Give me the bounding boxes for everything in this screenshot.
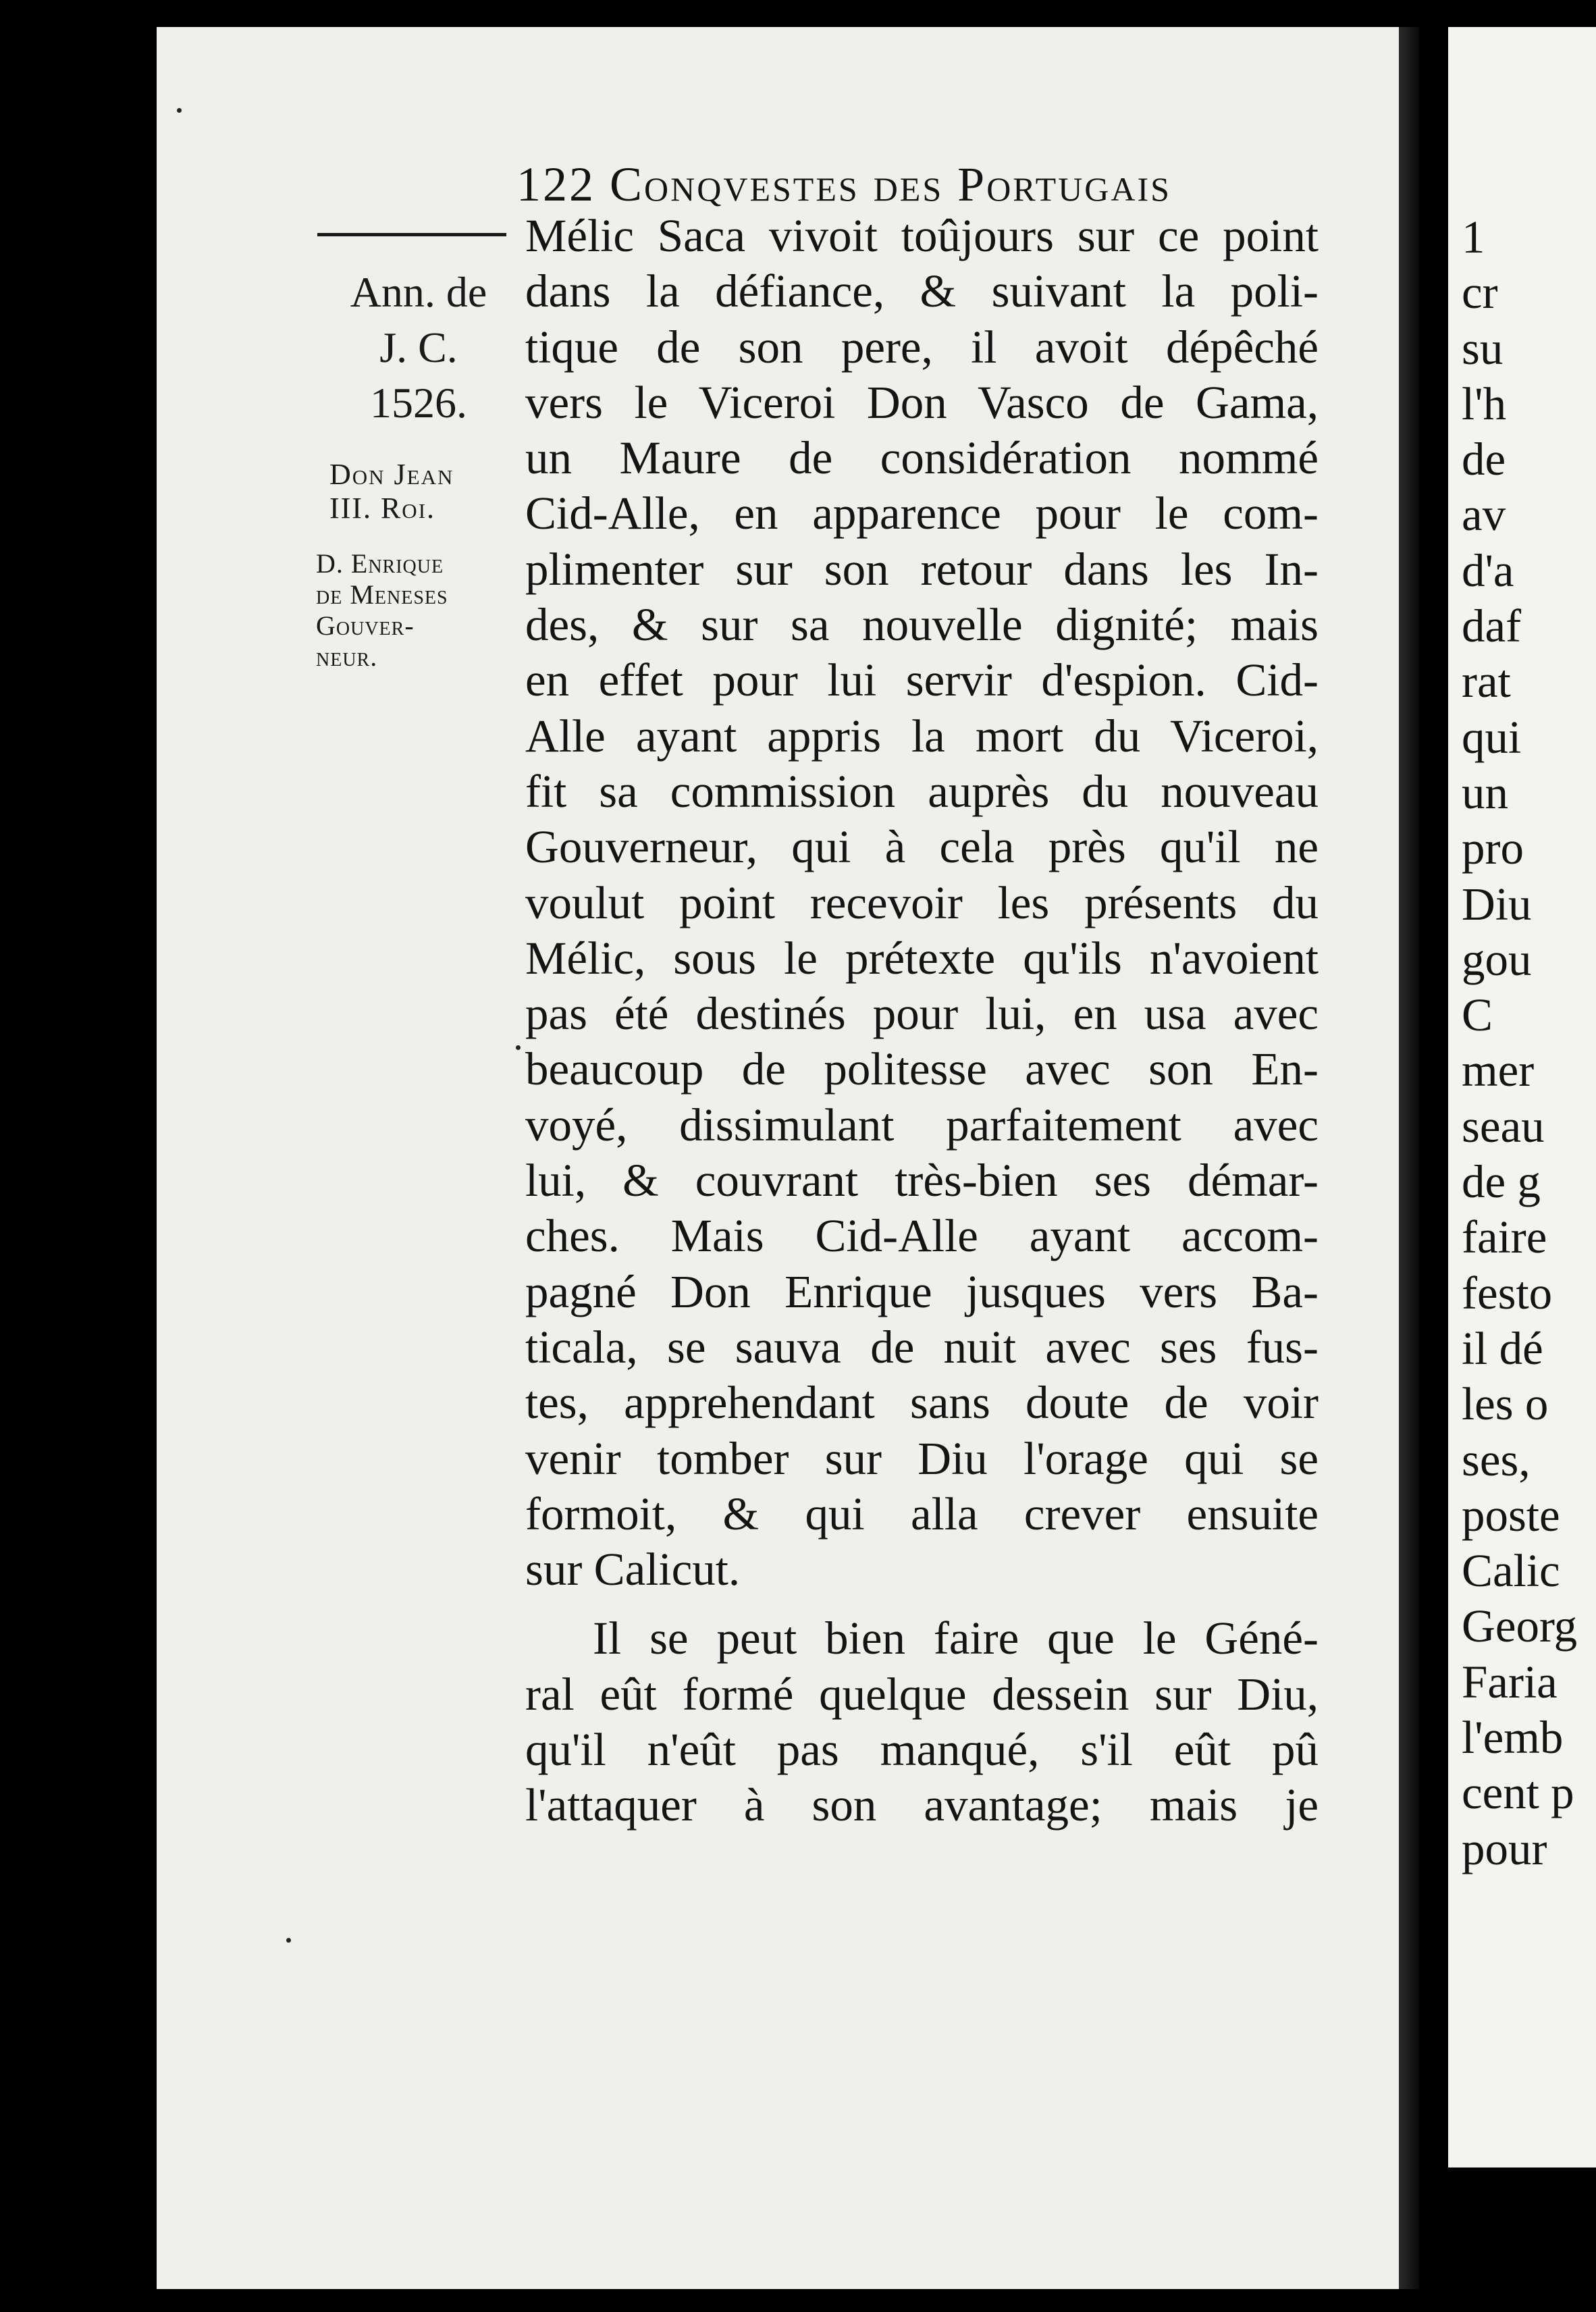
facing-text-line: Calic	[1462, 1545, 1560, 1597]
text-line: voyé, dissimulant parfaitement avec	[525, 1099, 1319, 1151]
body-text	[525, 208, 1319, 1833]
text-line: vers le Viceroi Don Vasco de Gama,	[525, 376, 1319, 428]
text-line: formoit, & qui alla crever ensuite	[525, 1488, 1319, 1540]
margin-note-king	[329, 458, 518, 525]
facing-text-line: 1	[1462, 211, 1485, 263]
text-line: pagné Don Enrique jusques vers Ba-	[525, 1265, 1319, 1317]
text-line: l'attaquer à son avantage; mais je	[525, 1779, 1319, 1831]
margin-note-line: J. C.	[379, 323, 458, 371]
margin-note-line: 1526.	[370, 379, 467, 427]
text-line: en effet pour lui servir d'espion. Cid-	[525, 654, 1319, 706]
text-line: ticala, se sauva de nuit avec ses fus-	[525, 1321, 1319, 1373]
facing-text-line: d'a	[1462, 544, 1514, 596]
print-speck	[177, 108, 182, 113]
facing-text-line: daf	[1462, 600, 1522, 652]
facing-text-line: Faria	[1462, 1656, 1558, 1708]
facing-text-line: de	[1462, 434, 1506, 485]
text-line: pas été destinés pour lui, en usa avec	[525, 988, 1319, 1040]
margin-note-line: D. Enrique	[316, 548, 444, 579]
margin-note-governor	[316, 548, 532, 673]
text-line: tes, apprehendant sans doute de voir	[525, 1377, 1319, 1429]
margin-note-line: neur.	[316, 641, 378, 672]
text-line: des, & sur sa nouvelle dignité; mais	[525, 599, 1319, 651]
facing-text-line: rat	[1462, 656, 1511, 708]
text-line: ral eût formé quelque dessein sur Diu,	[525, 1668, 1319, 1720]
text-line: plimenter sur son retour dans les In-	[525, 543, 1319, 595]
facing-text-line: seau	[1462, 1100, 1545, 1152]
facing-text-line: pour	[1462, 1822, 1547, 1874]
print-speck	[286, 1938, 291, 1943]
margin-note-year	[311, 265, 527, 431]
text-line: Alle ayant appris la mort du Viceroi,	[525, 710, 1319, 762]
facing-text-line: qui	[1462, 711, 1522, 763]
margin-note-line: Gouver-	[316, 610, 415, 641]
margin-note-line: Ann. de	[350, 268, 487, 316]
running-header: 122 Conqvestes des Portugais	[516, 157, 1171, 211]
facing-text-line: les o	[1462, 1378, 1549, 1430]
text-line: voulut point recevoir les présents du	[525, 876, 1319, 928]
margin-note-line: Don Jean	[329, 458, 454, 491]
text-line: Il se peut bien faire que le Géné-	[593, 1612, 1319, 1664]
margin-note-line: de Meneses	[316, 579, 448, 610]
facing-text-line: l'emb	[1462, 1712, 1564, 1764]
facing-text-line: av	[1462, 489, 1506, 541]
facing-page-text	[1462, 209, 1577, 1876]
facing-text-line: su	[1462, 322, 1504, 374]
text-line: tique de son pere, il avoit dépêché	[525, 321, 1319, 373]
text-line: lui, & couvrant très-bien ses démar-	[525, 1155, 1319, 1207]
facing-text-line: il dé	[1462, 1322, 1543, 1374]
facing-text-line: de g	[1462, 1156, 1541, 1208]
text-line: un Maure de considération nommé	[525, 432, 1319, 484]
text-line: beaucoup de politesse avec son En-	[525, 1043, 1319, 1095]
facing-text-line: pro	[1462, 822, 1524, 874]
text-line: Cid-Alle, en apparence pour le com-	[525, 488, 1319, 540]
margin-note-line: III. Roi.	[329, 492, 436, 525]
facing-text-line: gou	[1462, 933, 1532, 985]
text-line: Mélic Saca vivoit toûjours sur ce point	[525, 210, 1319, 261]
paragraph-gap	[525, 1597, 1319, 1610]
text-line: ches. Mais Cid-Alle ayant accom-	[525, 1210, 1319, 1262]
margin-rule	[317, 233, 506, 236]
text-line: sur Calicut.	[525, 1544, 741, 1596]
book-page-right	[1448, 27, 1596, 2168]
text-line: Mélic, sous le prétexte qu'ils n'avoient	[525, 932, 1319, 984]
facing-text-line: C	[1462, 989, 1493, 1041]
facing-text-line: cr	[1462, 267, 1498, 319]
print-speck	[516, 1045, 521, 1050]
facing-text-line: festo	[1462, 1267, 1553, 1319]
facing-text-line: Diu	[1462, 878, 1532, 930]
text-line: fit sa commission auprès du nouveau	[525, 765, 1319, 817]
page-gutter	[1399, 27, 1419, 2289]
facing-text-line: l'h	[1462, 377, 1507, 429]
facing-text-line: Georg	[1462, 1600, 1578, 1652]
text-line: venir tomber sur Diu l'orage qui se	[525, 1432, 1319, 1484]
facing-text-line: ses,	[1462, 1434, 1531, 1486]
text-line: qu'il n'eût pas manqué, s'il eût pû	[525, 1724, 1319, 1776]
facing-text-line: faire	[1462, 1211, 1547, 1263]
facing-text-line: un	[1462, 766, 1508, 818]
text-line: Gouverneur, qui à cela près qu'il ne	[525, 821, 1319, 873]
facing-text-line: poste	[1462, 1489, 1560, 1541]
text-line: dans la défiance, & suivant la poli-	[525, 265, 1319, 317]
facing-text-line: cent p	[1462, 1767, 1574, 1819]
facing-text-line: mer	[1462, 1045, 1535, 1097]
